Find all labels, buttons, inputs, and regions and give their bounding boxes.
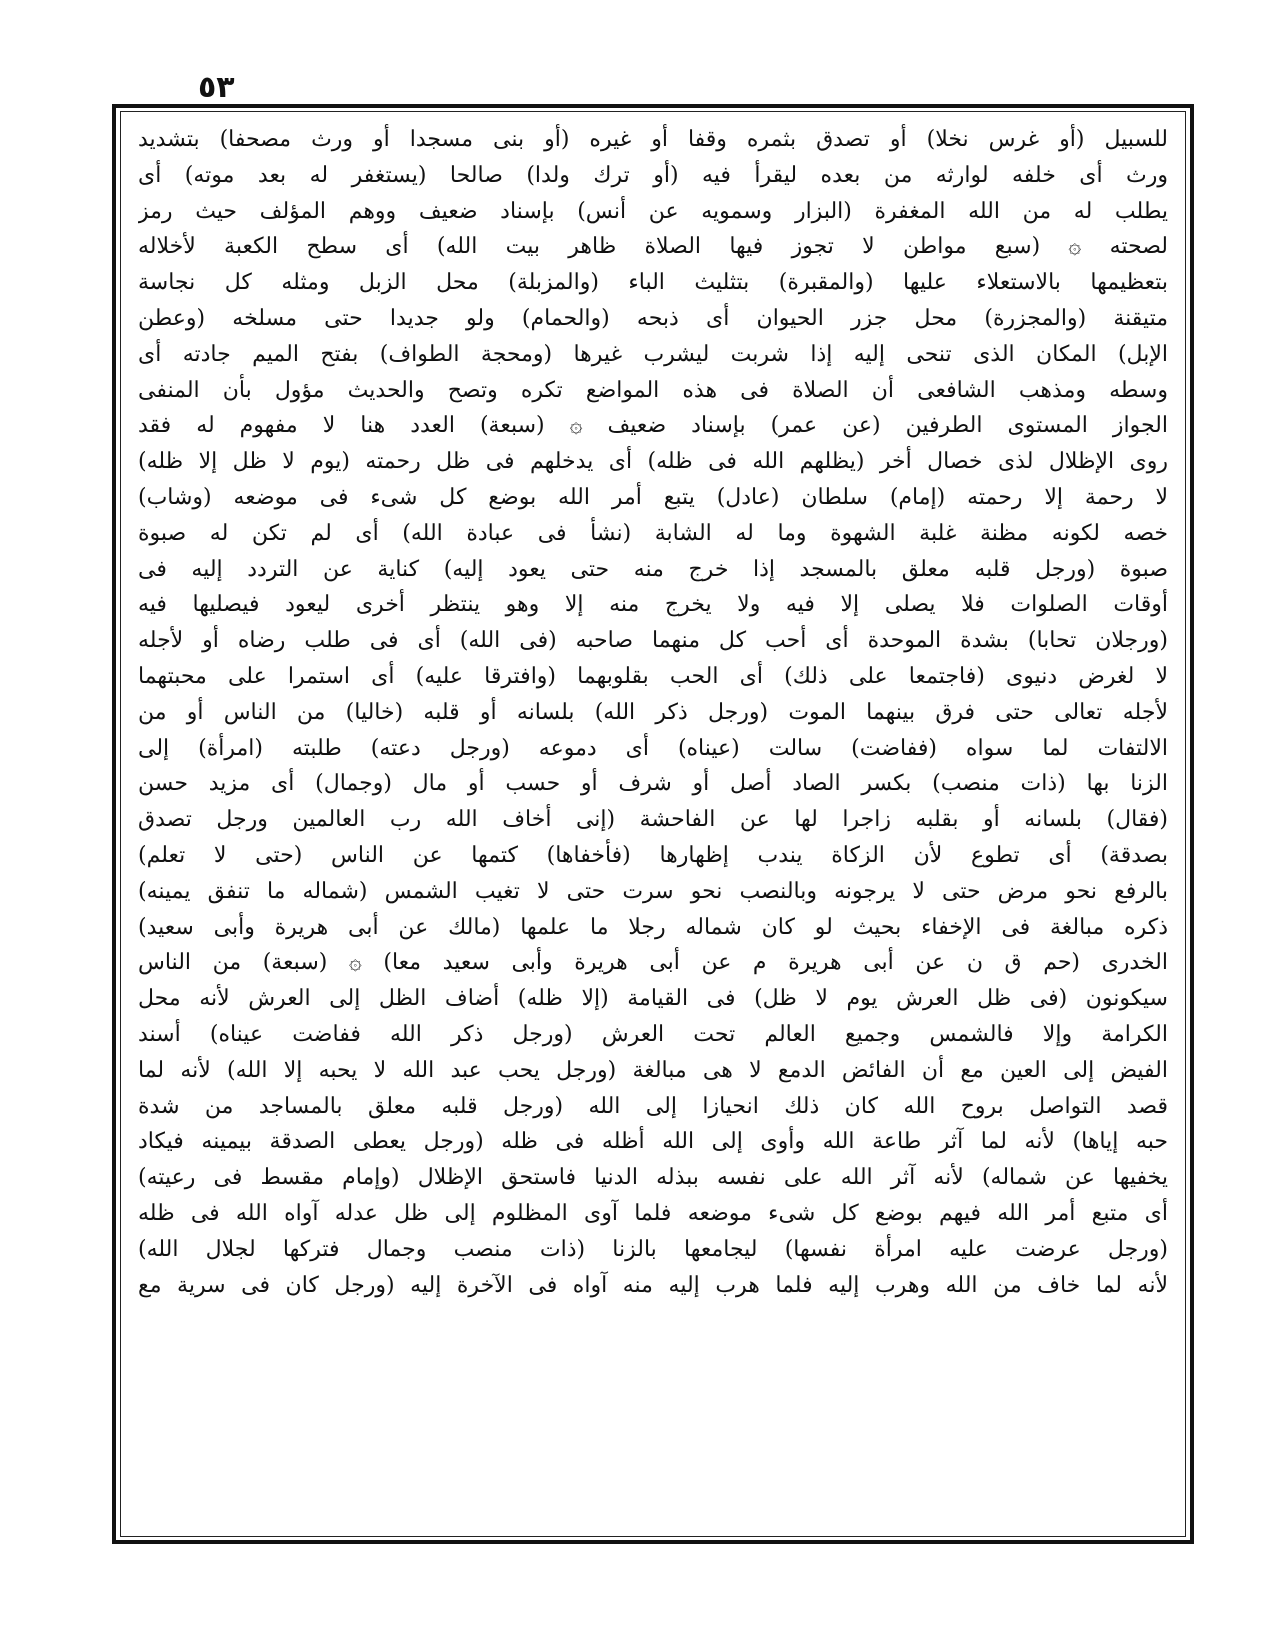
text-line: الجواز المستوى الطرفين (عن عمر) بإسناد ضعيف ۞ (سبعة) العدد هنا لا مفهوم له فقد [138,413,1168,439]
text-body [138,122,1168,1522]
text-line: لا رحمة إلا رحمته (إمام) سلطان (عادل) يتبع أمر الله بوضع كل شىء فى موضعه (وشاب) [138,484,1168,510]
text-line: يطلب له من الله المغفرة (البزار وسمويه عن أنس) بإسناد ضعيف ووهم المؤلف حيث رمز [138,198,1168,224]
text-line: بتعظيمها بالاستعلاء عليها (والمقبرة) بتثليث الباء (والمزبلة) محل الزبل ومثله كل نجاسة [138,270,1168,296]
text-line: لأنه لما خاف من الله وهرب إليه فلما هرب إليه منه آواه فى الآخرة إليه (ورجل كان فى سرية مع [138,1272,1168,1298]
text-line: وسطه ومذهب الشافعى أن الصلاة فى هذه المواضع تكره وتصح والحديث مؤول بأن المنفى [138,377,1168,403]
text-line: لأجله تعالى حتى فرق بينهما الموت (ورجل ذكر الله) بلسانه أو قلبه (خاليا) من الناس أو من [138,699,1168,725]
text-line: روى الإظلال لذى خصال أخر (يظلهم الله فى ظله) أى يدخلهم فى ظل رحمته (يوم لا ظل إلا ظله) [138,449,1168,475]
text-line: (ورجلان تحابا) بشدة الموحدة أى أحب كل منهما صاحبه (فى الله) أى فى طلب رضاه أو لأجله [138,628,1168,654]
text-line: الفيض إلى العين مع أن الفائض الدمع لا هى مبالغة (ورجل يحب عبد الله لا يحبه إلا الله) لأنه لما [138,1057,1168,1083]
text-line: (فقال) بلسانه أو بقلبه زاجرا لها عن الفاحشة (إنى أخاف الله رب العالمين ورجل تصدق [138,807,1168,833]
text-line: صبوة (ورجل قلبه معلق بالمسجد إذا خرج منه حتى يعود إليه) كناية عن التردد إليه فى [138,556,1168,582]
text-line: بالرفع نحو مرض حتى لا يرجونه وبالنصب نحو سرت حتى لا تغيب الشمس (شماله ما تنفق يمينه) [138,878,1168,904]
text-line: الكرامة وإلا فالشمس وجميع العالم تحت العرش (ورجل ذكر الله ففاضت عيناه) أسند [138,1021,1168,1047]
text-line: قصد التواصل بروح الله كان ذلك انحيازا إلى الله (ورجل قلبه معلق بالمساجد من شدة [138,1093,1168,1119]
text-line: للسبيل (أو غرس نخلا) أو تصدق بثمره وقفا أو غيره (أو بنى مسجدا أو ورث مصحفا) بتشديد [138,127,1168,152]
text-line: أى متبع أمر الله فيهم بوضع كل شىء موضعه فلما آوى المظلوم إلى ظل عدله آواه الله فى ظله [138,1200,1168,1226]
text-line: بصدقة) أى تطوع لأن الزكاة يندب إظهارها (فأخفاها) كتمها عن الناس (حتى لا تعلم) [138,842,1168,868]
page-number: ٥٣ [198,70,235,105]
text-line: الزنا بها (ذات منصب) بكسر الصاد أصل أو شرف أو حسب أو مال (وجمال) أى مزيد حسن [138,771,1168,797]
text-line: لا لغرض دنيوى (فاجتمعا على ذلك) أى الحب بقلوبهما (وافترقا عليه) أى استمرا على محبتهما [138,663,1168,689]
text-line: أوقات الصلوات فلا يصلى إلا فيه ولا يخرج منه إلا وهو ينتظر أخرى ليعود فيصليها فيه [138,592,1168,618]
text-line: يخفيها عن شماله) لأنه آثر الله على نفسه ببذله الدنيا فاستحق الإظلال (وإمام مقسط فى رعيته) [138,1165,1168,1191]
text-line: الالتفات لما سواه (ففاضت) سالت (عيناه) أى دموعه (ورجل دعته) طلبته (امرأة) إلى [138,735,1168,761]
text-line: لصحته ۞ (سبع مواطن لا تجوز فيها الصلاة ظاهر بيت الله) أى سطح الكعبة لأخلاله [138,234,1168,260]
text-line: الإبل) المكان الذى تنحى إليه إذا شربت ليشرب غيرها (ومحجة الطواف) بفتح الميم جادته أى [138,341,1168,367]
text-line: الخدرى (حم ق ن عن أبى هريرة م عن أبى هريرة وأبى سعيد معا) ۞ (سبعة) من الناس [138,950,1168,976]
text-line: متيقنة (والمجزرة) محل جزر الحيوان أى ذبحه (والحمام) ولو جديدا حتى مسلخه (وعطن [138,305,1168,331]
text-line: ذكره مبالغة فى الإخفاء بحيث لو كان شماله رجلا ما علمها (مالك عن أبى هريرة وأبى سعيد) [138,914,1168,940]
text-line: سيكونون (فى ظل العرش يوم لا ظل) فى القيامة (إلا ظله) أضاف الظل إلى العرش لأنه محل [138,986,1168,1012]
text-line: (ورجل عرضت عليه امرأة نفسها) ليجامعها بالزنا (ذات منصب وجمال فتركها لجلال الله) [138,1236,1168,1262]
text-line: حبه إياها) لأنه لما آثر طاعة الله وأوى إلى الله أظله فى ظله (ورجل يعطى الصدقة بيمينه فيكاد [138,1129,1168,1155]
text-line: ورث أى خلفه لوارثه من بعده ليقرأ فيه (أو ترك ولدا) صالحا (يستغفر له بعد موته) أى [138,162,1168,188]
text-line: خصه لكونه مظنة غلبة الشهوة وما له الشابة (نشأ فى عبادة الله) أى لم تكن له صبوة [138,520,1168,546]
